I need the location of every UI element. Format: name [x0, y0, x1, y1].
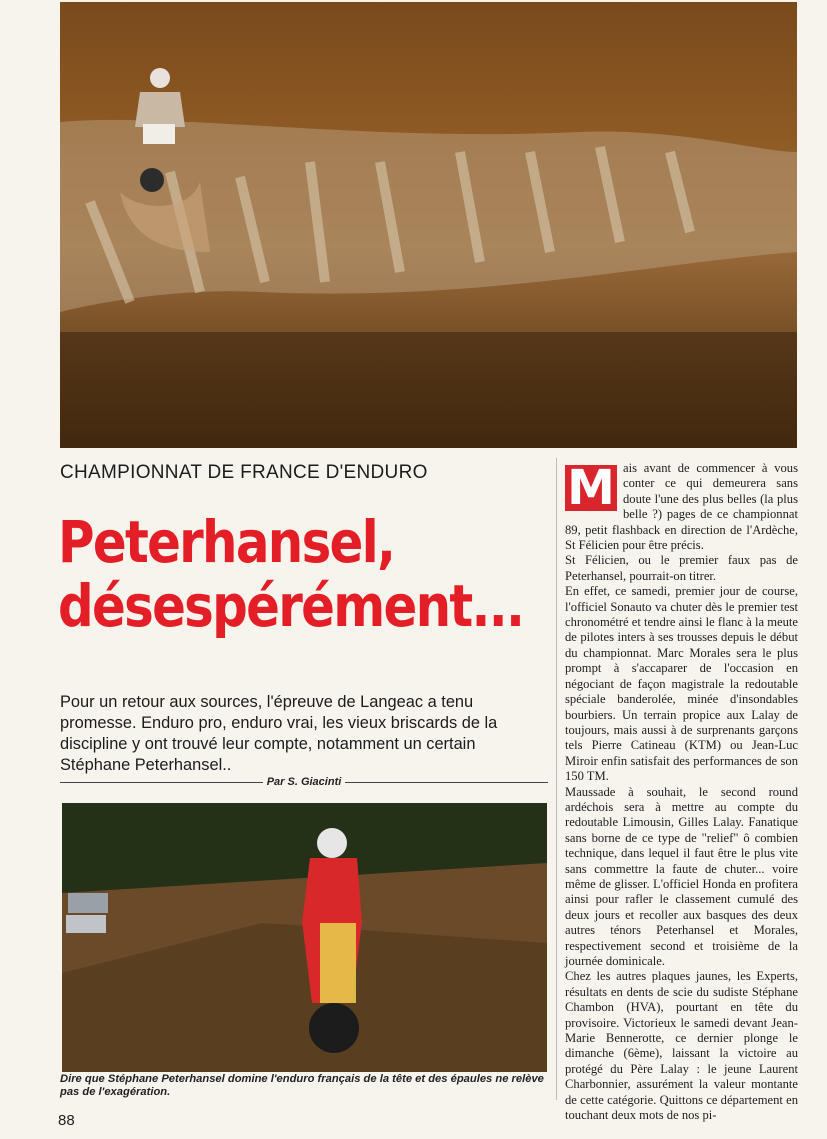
- body-paragraph-1: ais avant de commencer à vous conter ce qui demeurera sans doute l'une des plus belles (la plus belle ?) pages de ce championnat 89, petit flashback en direction de l'Ardèche, St Félicien pour être précis.: [565, 461, 798, 553]
- top-photo-mud-hill: [60, 2, 797, 448]
- lead-paragraph: Pour un retour aux sources, l'épreuve de Langeac a tenu promesse. Enduro pro, enduro vrai, les vieux briscards de la discipline y ont trouvé leur compte, notamment un certain Stéphane Peterhansel..: [60, 693, 498, 774]
- byline: Par S. Giacinti: [266, 776, 342, 788]
- column-divider: [556, 458, 557, 1100]
- body-paragraph-3: En effet, ce samedi, premier jour de course, l'officiel Sonauto va chuter dès le premier test chronométré et tendre ainsi le flanc à la meute de pilotes inters à ses trousses depuis le début du championnat. Marc Morales sera le plus prompt à s'accaparer de l'occasion en négociant de façon magistrale la redoutable spéciale banderolée, minée d'insondables bourbiers. Un terrain propice aux Lalay de toujours, mais aussi à de surprenants garçons tels Pierre Catineau (KTM) ou Jean-Luc Miroir enfin satisfait des performances de son 150 TM.: [565, 584, 798, 784]
- body-paragraph-5: Chez les autres plaques jaunes, les Experts, résultats en dents de scie du sudiste Stéphane Chambon (HVA), pourtant en tête du provisoire. Victorieux le samedi devant Jean-Marie Bennerotte, ce dernier plonge le dimanche (6ème), laissant la victoire au protégé du Père Lalay : le jeune Laurent Charbonnier, assurément la valeur montante de cette catégorie. Quittons ce département en touchant deux mots de nos pi-: [565, 969, 798, 1123]
- byline-rule-left: [60, 782, 263, 783]
- body-paragraph-4: Maussade à souhait, le second round ardéchois sera à mettre au compte du redoutable Limousin, Gilles Lalay. Fanatique sans borne de ce type de "relief" ô combien technique, dans lequel il faut être le plus vite sans commettre la faute de chuter... voire même de glisser. L'officiel Honda en profitera ainsi pour rafler le classement cumulé des deux jours et recoller aux basques des deux autres ténors Peterhansel et Morales, respectivement second et troisième de la journée dominicale.: [565, 784, 798, 968]
- photo-caption: Dire que Stéphane Peterhansel domine l'enduro français de la tête et des épaules ne relève pas de l'exagération.: [60, 1073, 544, 1098]
- headline-line-2: désespérément...: [58, 572, 524, 640]
- byline-row: [60, 774, 548, 790]
- headline-line-1: Peterhansel,: [58, 508, 395, 576]
- byline-rule-right: [345, 782, 548, 783]
- section-kicker: CHAMPIONNAT DE FRANCE D'ENDURO: [60, 462, 428, 483]
- bottom-photo-rider: [62, 803, 547, 1072]
- headline: [58, 508, 524, 640]
- page-number: 88: [58, 1112, 75, 1129]
- drop-cap: M: [565, 465, 617, 511]
- body-column: [565, 461, 798, 1123]
- body-paragraph-2: St Félicien, ou le premier faux pas de Peterhansel, pourrait-on titrer.: [565, 553, 798, 583]
